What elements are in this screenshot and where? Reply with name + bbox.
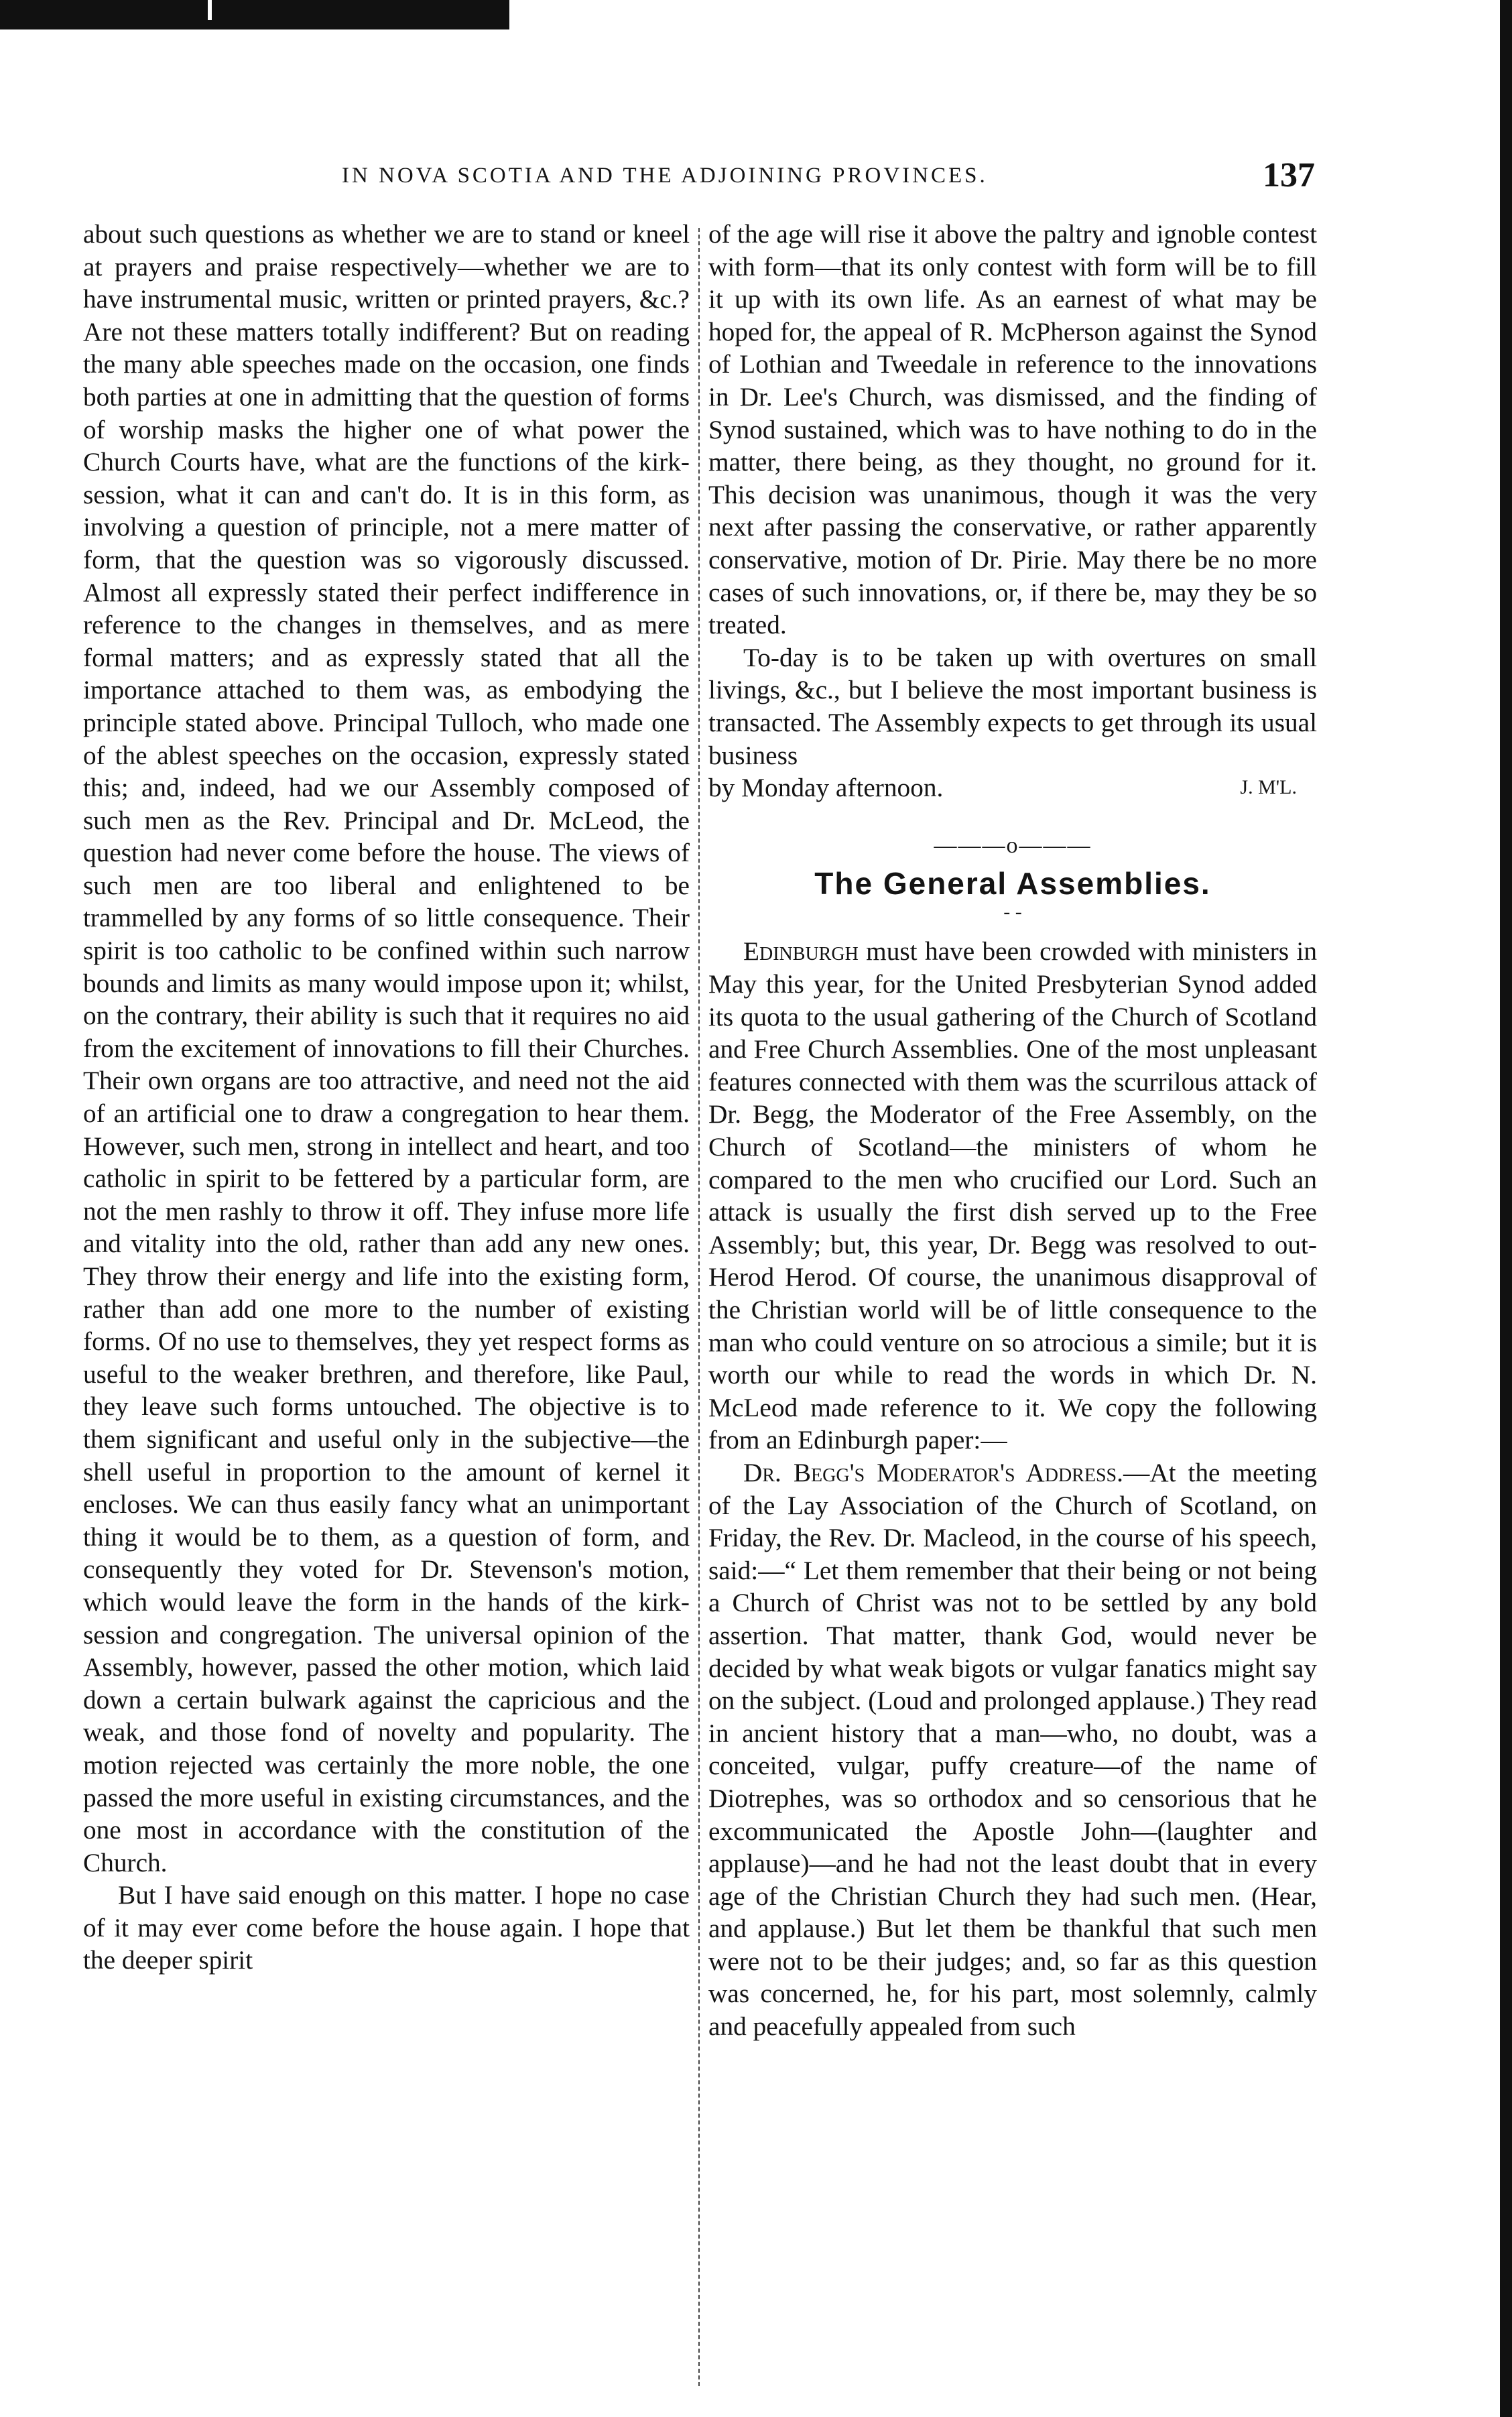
left-paragraph-2: But I have said enough on this matter. I hope no case of it may ever come before the house again. I hope that the deeper spirit xyxy=(83,1880,690,1975)
column-divider xyxy=(698,228,700,2386)
section-title: The General Assemblies. xyxy=(814,866,1211,902)
right-paragraph-3 xyxy=(708,935,1317,1457)
right-paragraph-4 xyxy=(708,1457,1317,2043)
right-paragraph-3-body: must have been crowded with ministers in May this year, for the United Presbyterian Synod added its quota to the usual gathering of the Church of Scotland and Free Church Assemblies. One of the most unpleasant features connected with them was the scurrilous attack of Dr. Begg, the Moderator of the Free Assembly, on the Church of Scotland—the ministers of whom he compared to the men who crucified our Lord. Such an attack is usually the first dish served up to the Free Assembly; but, this year, Dr. Begg was resolved to out-Herod Herod. Of course, the unanimous disapproval of the Christian world will be of little consequence to the man who could venture on so atrocious a simile; but it is worth our while to read the words in which Dr. N. McLeod made reference to it. We copy the following from an Edinburgh paper:— xyxy=(708,936,1317,1455)
left-paragraph-1: about such questions as whether we are to stand or kneel at prayers and praise respectively—whether we are to have instrumental music, written or printed prayers, &c.? Are not these matters totally indifferent? But on reading the many able speeches made on the occasion, one finds both parties at one in admitting that the question of forms of worship masks the higher one of what power the Church Courts have, what are the functions of the kirk-session, what it can and can't do. It is in this form, as involving a question of principle, not a mere matter of form, that the question was so vigorously discussed. Almost all expressly stated their perfect indifference in reference to the changes in themselves, and as mere formal matters; and as expressly stated that all the importance attached to them was, as embodying the principle stated above. Principal Tulloch, who made one of the ablest speeches on the occasion, expressly stated this; and, indeed, had we our Assembly composed of such men as the Rev. Principal and Dr. McLeod, the question had never come before the house. The views of such men are too liberal and enlightened to be trammelled by any forms of so little consequence. Their spirit is too catholic to be confined within such narrow bounds and limits as many would impose upon it; whilst, on the contrary, their ability is such that it requires no aid from the excitement of innovations to fill their Churches. Their own organs are too attractive, and need not the aid of an artificial one to draw a congregation to hear them. However, such men, strong in intellect and heart, and too catholic in spirit to be fettered by a particular form, are not the men rashly to throw it off. They infuse more life and vitality into the old, rather than add any new ones. They throw their energy and life into the existing form, rather than add one more to the number of existing forms. Of no use to themselves, they yet respect forms as useful to the weaker brethren, and therefore, like Paul, they leave such forms untouched. The objective is to them significant and useful only in the subjective—the shell useful in proportion to the amount of kernel it encloses. We can thus easily fancy what an unimportant thing it would be to them, as a question of form, and consequently they voted for Dr. Stevenson's motion, which would leave the form in the hands of the kirk-session and congregation. The universal opinion of the Assembly, however, passed the other motion, which laid down a certain bulwark against the capricious and the weak, and those fond of novelty and popularity. The motion rejected was certainly the more noble, the one passed the more useful in existing circumstances, and the one most in accordance with the constitution of the Church. xyxy=(83,219,690,1877)
right-paragraph-4-body: —At the meeting of the Lay Association of the Church of Scotland, on Friday, the Rev. Dr. Macleod, in the course of his speech, said:—“ Let them remember that their being or not being a Church of Christ was not to be settled by any bold assertion. That matter, thank God, would never be decided by what weak bigots or vulgar fanatics might say on the subject. (Loud and prolonged applause.) They read in ancient history that a man—who, no doubt, was a conceited, vulgar, puffy creature—of the name of Diotrephes, was so orthodox and so censorious that he excommunicated the Apostle John—(laughter and applause)—and he had not the least doubt that in every age of the Christian Church they had such men. (Hear, and applause.) But let them be thankful that such men were not to be their judges; and, so far as this question was concerned, he, for his part, most solemnly, calmly and peacefully appealed from such xyxy=(708,1457,1317,2042)
scan-border-tick xyxy=(208,0,212,20)
left-column xyxy=(83,218,690,1977)
scan-page-edge xyxy=(1500,0,1512,2417)
section-ornament: ———o——— xyxy=(934,832,1092,858)
paragraph-lead-word: Edinburgh xyxy=(743,936,859,967)
title-underline-dash: - - xyxy=(1003,900,1022,923)
signoff-line xyxy=(708,771,1317,804)
right-paragraph-2: To-day is to be taken up with overtures on small livings, &c., but I believe the most important business is transacted. The Assembly expects to get through its usual business xyxy=(708,642,1317,770)
right-paragraph-2-end: by Monday afternoon. xyxy=(708,773,944,803)
page-header xyxy=(80,156,1327,202)
right-column xyxy=(708,218,1317,2043)
subsection-heading: Dr. Begg's Moderator's Address. xyxy=(743,1457,1123,1487)
running-head: IN NOVA SCOTIA AND THE ADJOINING PROVINCES. xyxy=(342,164,988,188)
right-paragraph-1: of the age will rise it above the paltry and ignoble contest with form—that its only contest with form will be to fill it up with its own life. As an earnest of what may be hoped for, the appeal of R. McPherson against the Synod of Lothian and Tweedale in reference to the innovations in Dr. Lee's Church, was dismissed, and the finding of Synod sustained, which was to have nothing to do in the matter, there being, as they thought, no ground for it. This decision was unanimous, though it was the very next after passing the conservative, or rather apparently conservative, motion of Dr. Pirie. May there be no more cases of such innovations, or, if there be, may they be so treated. xyxy=(708,219,1317,640)
author-signature: J. M'L. xyxy=(1240,776,1297,799)
scan-border-mark xyxy=(0,0,509,29)
page-number: 137 xyxy=(1263,156,1315,194)
